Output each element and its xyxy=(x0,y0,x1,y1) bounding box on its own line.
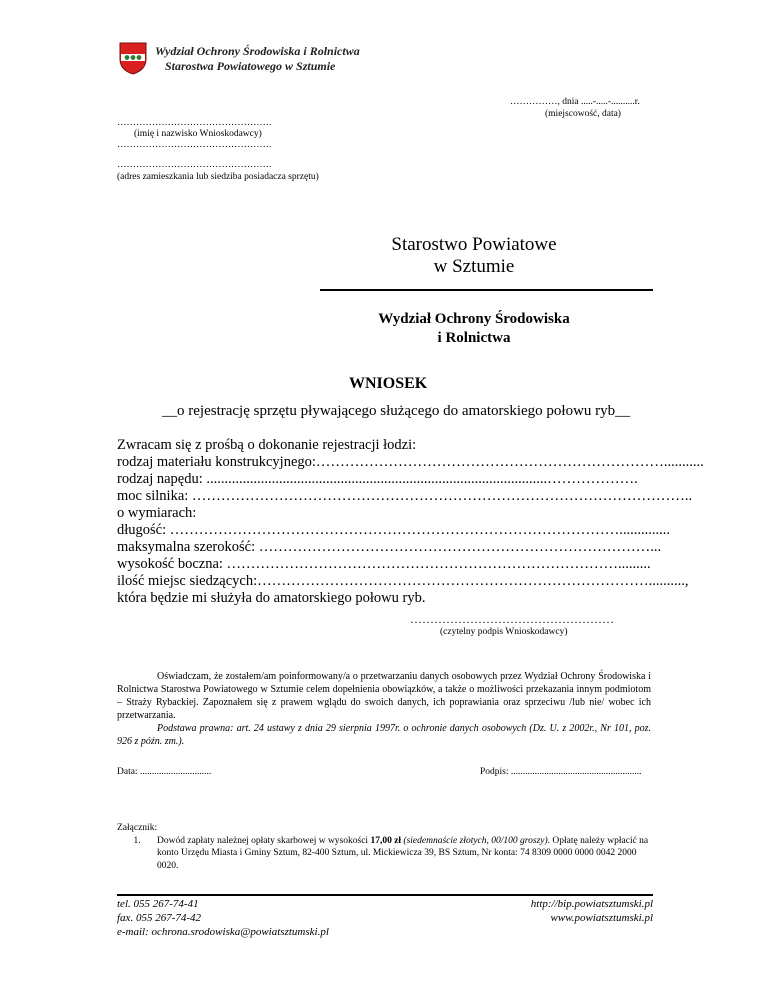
attachment-item xyxy=(117,835,652,873)
seats-field[interactable]: ilość miejsc siedzących:……………………………………………………………………….........., xyxy=(117,573,689,589)
date-field[interactable]: Data: .............................. xyxy=(117,767,212,777)
letterhead-line2: Starostwa Powiatowego w Sztumie xyxy=(165,59,336,73)
statement-text: Oświadczam, że zostałem/am poinformowany/a o przetwarzaniu danych osobowych przez Wydział Ochrony Środowiska i Rolnictwa Starostwa Powiatowego w Sztumie celem dopełnienia obowiązków, a także o możliwości przekazania innym podmiotom – Straży Rybackiej. Zapoznałem się z prawem wglądu do swoich danych, ich poprawiania oraz sprzeciwu /lub nie/ wobec ich przetwarzania. xyxy=(117,671,651,721)
department-line2: i Rolnictwa xyxy=(437,330,511,346)
recipient-divider xyxy=(320,289,653,291)
attachment-pre: Dowód zapłaty należnej opłaty skarbowej w wysokości xyxy=(157,835,371,846)
footer-bip-link[interactable]: http://bip.powiatsztumski.pl xyxy=(530,898,653,910)
side-height-field[interactable]: wysokość boczna: ………………………………………………………………………......... xyxy=(117,556,651,572)
county-crest-logo xyxy=(118,41,148,75)
attachment-label: Załącznik: xyxy=(117,823,158,833)
outro-text: która będzie mi służyła do amatorskiego połowu ryb. xyxy=(117,590,426,606)
footer-tel: tel. 055 267-74-41 xyxy=(117,898,199,910)
recipient-line1: Starostwo Powiatowe xyxy=(391,234,557,255)
recipient-department xyxy=(324,310,624,348)
applicant-name-field-2[interactable]: …………………………………………. xyxy=(117,140,272,150)
attachment-section xyxy=(117,822,652,872)
applicant-name-field[interactable]: …………………………………………. xyxy=(117,118,272,128)
place-date-field[interactable]: ……………, dnia .....-.....-..........r. xyxy=(510,97,640,107)
footer-contact xyxy=(117,897,329,939)
letterhead xyxy=(155,44,360,74)
footer-divider xyxy=(117,894,653,896)
letterhead-line1: Wydział Ochrony Środowiska i Rolnictwa xyxy=(155,44,360,58)
legal-basis: Podstawa prawna: art. 24 ustawy z dnia 29 sierpnia 1997r. o ochronie danych osobowych (Dz. U. z 2002r., Nr 101, poz. 926 z późn. zm.). xyxy=(117,723,651,747)
length-field[interactable]: długość: ………………………………………………………………………………….............. xyxy=(117,522,671,538)
recipient-line2: w Sztumie xyxy=(433,256,515,277)
attachment-text xyxy=(157,835,652,873)
signature-field[interactable]: …………………………………………… xyxy=(410,612,614,626)
place-date-caption: (miejscowość, data) xyxy=(545,109,621,119)
document-subject: __o rejestrację sprzętu pływającego służącego do amatorskiego połowu ryb__ xyxy=(162,403,631,419)
signature-caption: (czytelny podpis Wnioskodawcy) xyxy=(440,627,568,637)
footer-email[interactable]: e-mail: ochrona.srodowiska@powiatsztumski.pl xyxy=(117,926,329,938)
dimensions-label: o wymiarach: xyxy=(117,505,197,521)
applicant-address-field[interactable]: …………………………………………. xyxy=(117,160,272,170)
footer-www-link[interactable]: www.powiatsztumski.pl xyxy=(550,912,653,924)
applicant-address-caption: (adres zamieszkania lub siedziba posiadacza sprzętu) xyxy=(117,172,319,182)
department-line1: Wydział Ochrony Środowiska xyxy=(378,311,570,327)
attachment-number: 1. xyxy=(133,835,141,846)
intro-text: Zwracam się z prośbą o dokonanie rejestracji łodzi: xyxy=(117,437,417,453)
recipient-office xyxy=(324,234,624,278)
document-title: WNIOSEK xyxy=(349,375,428,392)
fee-amount: 17,00 zł xyxy=(370,835,402,846)
applicant-name-caption: (imię i nazwisko Wnioskodawcy) xyxy=(134,129,262,139)
propulsion-field[interactable]: rodzaj napędu: ..............................................................................................………………. xyxy=(117,471,638,487)
attachment-post: . Opłatę należy wpłacić na konto Urzędu Miasta i Gminy Sztum, 82-400 Sztum, ul. Mickiewicza 39, BS Sztum, Nr konta: 74 8309 0000 0000 0042 2000 0020. xyxy=(157,835,649,871)
gdpr-statement xyxy=(117,670,651,748)
max-width-field[interactable]: maksymalna szerokość: ………………………………………………………………………... xyxy=(117,539,662,555)
footer-links xyxy=(531,897,653,925)
engine-power-field[interactable]: moc silnika: ………………………………………………………………………………………….. xyxy=(117,488,693,504)
fee-amount-words: (siedemnaście złotych, 00/100 groszy) xyxy=(403,835,548,846)
material-field[interactable]: rodzaj materiału konstrukcyjnego:………………………………………………………………........... xyxy=(117,454,704,470)
footer-fax: fax. 055 267-74-42 xyxy=(117,912,202,924)
sign-field[interactable]: Podpis: ....................................................... xyxy=(480,767,642,777)
